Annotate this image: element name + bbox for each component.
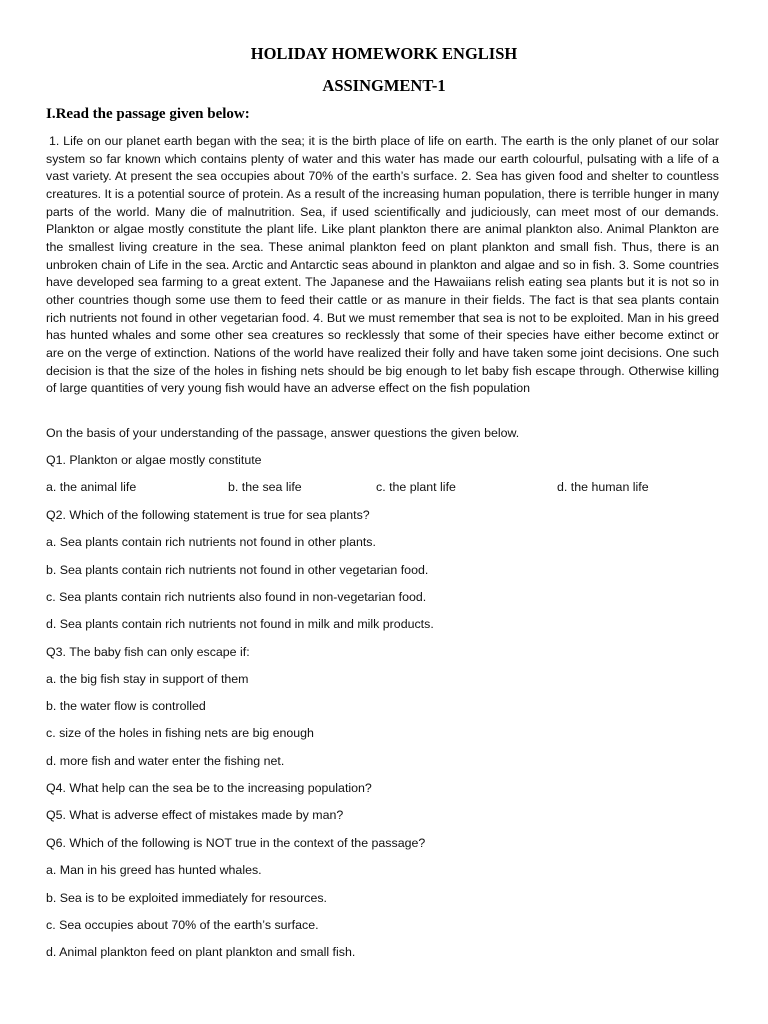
q2-option-a: a. Sea plants contain rich nutrients not found in other plants.: [46, 535, 376, 549]
q2-option-b: b. Sea plants contain rich nutrients not found in other vegetarian food.: [46, 563, 429, 577]
question-5: Q5. What is adverse effect of mistakes made by man?: [46, 808, 344, 822]
question-4: Q4. What help can the sea be to the increasing population?: [46, 781, 372, 795]
q2-option-c: c. Sea plants contain rich nutrients also found in non-vegetarian food.: [46, 590, 427, 604]
q3-option-a: a. the big fish stay in support of them: [46, 672, 249, 686]
q3-option-d: d. more fish and water enter the fishing net.: [46, 754, 285, 768]
instruction-text: On the basis of your understanding of the passage, answer questions the given below.: [46, 426, 520, 440]
q1-option-a: a. the animal life: [46, 480, 137, 494]
q6-option-d: d. Animal plankton feed on plant plankton and small fish.: [46, 945, 356, 959]
document-title: HOLIDAY HOMEWORK ENGLISH: [250, 44, 518, 63]
question-3: Q3. The baby fish can only escape if:: [46, 645, 250, 659]
question-1: Q1. Plankton or algae mostly constitute: [46, 453, 262, 467]
q2-option-d: d. Sea plants contain rich nutrients not found in milk and milk products.: [46, 617, 434, 631]
question-6: Q6. Which of the following is NOT true in the context of the passage?: [46, 836, 426, 850]
q6-option-b: b. Sea is to be exploited immediately for resources.: [46, 891, 327, 905]
q6-option-c: c. Sea occupies about 70% of the earth’s surface.: [46, 918, 319, 932]
q1-option-d: d. the human life: [557, 480, 649, 494]
q1-option-b: b. the sea life: [228, 480, 302, 494]
q3-option-c: c. size of the holes in fishing nets are big enough: [46, 726, 314, 740]
question-2: Q2. Which of the following statement is true for sea plants?: [46, 508, 370, 522]
section-heading: I.Read the passage given below:: [46, 106, 250, 122]
q6-option-a: a. Man in his greed has hunted whales.: [46, 863, 262, 877]
q3-option-b: b. the water flow is controlled: [46, 699, 206, 713]
q1-option-c: c. the plant life: [376, 480, 456, 494]
reading-passage: 1. Life on our planet earth began with the sea; it is the birth place of life on earth. The earth is the only planet of our solar system so far known which contains plenty of water and this water has made our earth colourful, pulsating with a life of a vast variety. At present the sea occupies about 70% of the earth’s surface. 2. Sea has given food and shelter to countless creatures. It is a potential source of protein. As a result of the increasing human population, there is terrible hunger in many parts of the world. Many die of malnutrition. Sea, if used scientifically and judiciously, can meet most of our demands. Plankton or algae mostly constitute the plant life. Like plant plankton there are animal plankton also. Animal Plankton are the smallest living creature in the sea. These animal plankton feed on plant plankton and small fish. Thus, there is an unbroken chain of Life in the sea. Arctic and Antarctic seas abound in plankton and algae and so in fish. 3. Some countries have developed sea farming to a great extent. The Japanese and the Hawaiians relish eating sea plants but it is not so in other countries though some use them to feed their cattle or as manure in their fields. The fact is that sea plants contain rich nutrients not found in other vegetarian food. 4. But we must remember that sea is not to be exploited. Man in his greed has hunted whales and some other sea creatures so recklessly that some of their species have either become extinct or are on the verge of extinction. Nations of the world have realized their folly and have taken some joint decisions. One such decision is that the size of the holes in fishing nets should be big enough to let baby fish escape through. Otherwise killing of large quantities of very young fish would have an adverse effect on the fish population: [46, 134, 719, 396]
assignment-title: ASSINGMENT-1: [322, 76, 446, 95]
